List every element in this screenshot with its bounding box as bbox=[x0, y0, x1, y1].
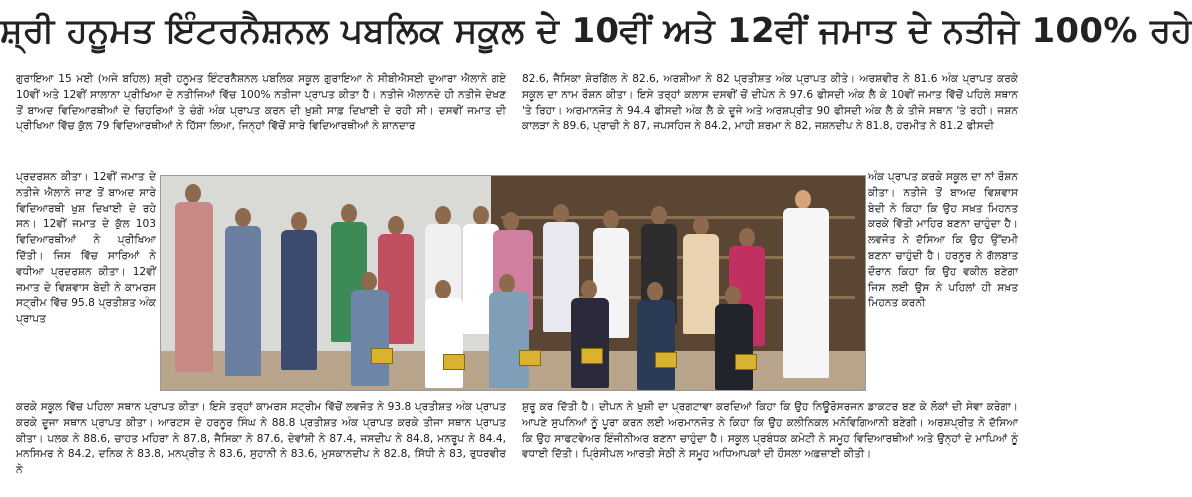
article-left-top: ਗੁਰਾਇਆ 15 ਮਈ (ਅਜੇ ਬਹਿਲ) ਸ਼੍ਰੀ ਹਨੂਮਤ ਇੰਟਰਨੈਸ਼ਨਲ ਪਬਲਿਕ ਸਕੂਲ ਗੁਰਾਇਆ ਨੇ ਸੀਬੀਐਸਈ ਦੁਆਰਾ ਐਲਾਨੇ ਗਏ 10ਵੀਂ ਅਤੇ 12ਵੀਂ ਸਾਲਾਨਾ ਪ੍ਰੀਖਿਆ ਦੇ ਨਤੀਜਿਆਂ ਵਿੱਚ 100% ਨਤੀਜਾ ਪ੍ਰਾਪਤ ਕੀਤਾ ਹੈ। ਨਤੀਜੇ ਐਲਾਨਦੇ ਹੀ ਨਤੀਜੇ ਦੇਖਣ ਤੋਂ ਬਾਅਦ ਵਿਦਿਆਰਥੀਆਂ ਦੇ ਚਿਹਰਿਆਂ ਤੇ ਚੰਗੇ ਅੰਕ ਪ੍ਰਾਪਤ ਕਰਨ ਦੀ ਖ਼ੁਸ਼ੀ ਸਾਫ਼ ਦਿਖਾਈ ਦੇ ਰਹੀ ਸੀ। ਦਸਵੀਂ ਜਮਾਤ ਦੀ ਪ੍ਰੀਖਿਆ ਵਿੱਚ ਕੁੱਲ 79 ਵਿਦਿਆਰਥੀਆਂ ਨੇ ਹਿੱਸਾ ਲਿਆ, ਜਿਨ੍ਹਾਂ ਵਿੱਚੋਂ ਸਾਰੇ ਵਿਦਿਆਰਥੀਆਂ ਨੇ ਸ਼ਾਨਦਾਰ bbox=[16, 73, 506, 133]
award-plaque bbox=[519, 350, 541, 366]
award-plaque bbox=[443, 354, 465, 370]
article-right-narrow: ਅੰਕ ਪ੍ਰਾਪਤ ਕਰਕੇ ਸਕੂਲ ਦਾ ਨਾਂ ਰੌਸ਼ਨ ਕੀਤਾ। ਨਤੀਜੇ ਤੋਂ ਬਾਅਦ ਵਿਸ਼ਵਾਸ ਬੇਦੀ ਨੇ ਕਿਹਾ ਕਿ ਉਹ ਸਖ਼ਤ ਮਿਹਨਤ ਕਰਕੇ ਵਿੱਤੀ ਮਾਹਿਰ ਬਣਨਾ ਚਾਹੁੰਦਾ ਹੈ। ਲਵਜੋਤ ਨੇ ਦੱਸਿਆ ਕਿ ਉਹ ਉੱਦਮੀ ਬਣਨਾ ਚਾਹੁੰਦੀ ਹੈ। ਹਰਨੂਰ ਨੇ ਗੱਲਬਾਤ ਦੌਰਾਨ ਕਿਹਾ ਕਿ ਉਹ ਵਕੀਲ ਬਣੇਗਾ ਜਿਸ ਲਈ ਉਸ ਨੇ ਪਹਿਲਾਂ ਹੀ ਸਖ਼ਤ ਮਿਹਨਤ ਕਰਨੀ bbox=[868, 171, 1018, 310]
award-plaque bbox=[371, 348, 393, 364]
article-right-top: 82.6, ਜੈਸਿਕਾ ਸ਼ੇਰਗਿੱਲ ਨੇ 82.6, ਅਰਸ਼ੀਆ ਨੇ 82 ਪ੍ਰਤੀਸ਼ਤ ਅੰਕ ਪ੍ਰਾਪਤ ਕੀਤੇ। ਅਰਸ਼ਵੀਰ ਨੇ 81.6 ਅੰਕ ਪ੍ਰਾਪਤ ਕਰਕੇ ਸਕੂਲ ਦਾ ਨਾਮ ਰੌਸ਼ਨ ਕੀਤਾ। ਇਸੇ ਤਰ੍ਹਾਂ ਕਲਾਸ ਦਸਵੀਂ ਚੋਂ ਦੀਪੇਨ ਨੇ 97.6 ਫੀਸਦੀ ਅੰਕ ਲੈ ਕੇ 10ਵੀਂ ਜਮਾਤ ਵਿੱਚੋਂ ਪਹਿਲੇ ਸਥਾਨ 'ਤੇ ਰਿਹਾ। ਅਰਮਾਨਜੋਤ ਨੇ 94.4 ਫੀਸਦੀ ਅੰਕ ਲੈ ਕੇ ਦੂਜੇ ਅਤੇ ਅਰਸ਼ਪ੍ਰੀਤ 90 ਫੀਸਦੀ ਅੰਕ ਲੈ ਕੇ ਤੀਜੇ ਸਥਾਨ 'ਤੇ ਰਹੀ। ਜਸ਼ਨ ਕਾਲੜਾ ਨੇ 89.6, ਪ੍ਰਾਚੀ ਨੇ 87, ਜਪਸਹਿਜ ਨੇ 84.2, ਮਾਹੀ ਸ਼ਰਮਾ ਨੇ 82, ਜਸ਼ਨਦੀਪ ਨੇ 81.8, ਹਰਮੀਤ ਨੇ 81.2 ਫੀਸਦੀ bbox=[522, 73, 1018, 133]
award-plaque bbox=[581, 348, 603, 364]
award-plaque bbox=[735, 354, 757, 370]
group-photo bbox=[160, 175, 866, 391]
article-left-bottom: ਕਰਕੇ ਸਕੂਲ ਵਿੱਚ ਪਹਿਲਾ ਸਥਾਨ ਪ੍ਰਾਪਤ ਕੀਤਾ। ਇਸੇ ਤਰ੍ਹਾਂ ਕਾਮਰਸ ਸਟ੍ਰੀਮ ਵਿੱਚੋਂ ਲਵਜੋਤ ਨੇ 93.8 ਪ੍ਰਤੀਸ਼ਤ ਅੰਕ ਪ੍ਰਾਪਤ ਕਰਕੇ ਦੂਜਾ ਸਥਾਨ ਪ੍ਰਾਪਤ ਕੀਤਾ। ਆਰਟਸ ਦੇ ਹਰਨੂਰ ਸਿੰਘ ਨੇ 88.8 ਪ੍ਰਤੀਸ਼ਤ ਅੰਕ ਪ੍ਰਾਪਤ ਕਰਕੇ ਤੀਜਾ ਸਥਾਨ ਪ੍ਰਾਪਤ ਕੀਤਾ। ਪਲਕ ਨੇ 88.6, ਚਾਹਤ ਮਹਿਰਾ ਨੇ 87.8, ਜੈਸਿਕਾ ਨੇ 87.6, ਦੇਵਾਂਸ਼ੀ ਨੇ 87.4, ਜਸਦੀਪ ਨੇ 84.8, ਮਨਰੂਪ ਨੇ 84.4, ਮਨਸਿਮਰ ਨੇ 84.2, ਦਨਿਕ ਨੇ 83.8, ਮਨਪ੍ਰੀਤ ਨੇ 83.6, ਸੁਹਾਨੀ ਨੇ 83.6, ਮੁਸਕਾਨਦੀਪ ਨੇ 82.8, ਸਿੱਧੀ ਨੇ 83, ਰੁਧਰਵੀਰ ਨੇ bbox=[16, 401, 506, 477]
article-left-narrow: ਪ੍ਰਦਰਸ਼ਨ ਕੀਤਾ। 12ਵੀਂ ਜਮਾਤ ਦੇ ਨਤੀਜੇ ਐਲਾਨੇ ਜਾਣ ਤੋਂ ਬਾਅਦ ਸਾਰੇ ਵਿਦਿਆਰਥੀ ਖੁਸ਼ ਦਿਖਾਈ ਦੇ ਰਹੇ ਸਨ। 12ਵੀਂ ਜਮਾਤ ਦੇ ਕੁੱਲ 103 ਵਿਦਿਆਰਥੀਆਂ ਨੇ ਪ੍ਰੀਖਿਆ ਦਿੱਤੀ। ਜਿਸ ਵਿੱਚ ਸਾਰਿਆਂ ਨੇ ਵਧੀਆ ਪ੍ਰਦਰਸ਼ਨ ਕੀਤਾ। 12ਵੀਂ ਜਮਾਤ ਦੇ ਵਿਸ਼ਵਾਸ ਬੇਦੀ ਨੇ ਕਾਮਰਸ ਸਟ੍ਰੀਮ ਵਿੱਚ 95.8 ਪ੍ਰਤੀਸ਼ਤ ਅੰਕ ਪ੍ਰਾਪਤ bbox=[16, 171, 156, 326]
headline: ਸ਼੍ਰੀ ਹਨੂਮਤ ਇੰਟਰਨੈਸ਼ਨਲ ਪਬਲਿਕ ਸਕੂਲ ਦੇ 10ਵੀਂ ਅਤੇ 12ਵੀਂ ਜਮਾਤ ਦੇ ਨਤੀਜੇ 100% ਰਹੇ bbox=[0, 11, 1192, 51]
award-plaque bbox=[655, 352, 677, 368]
article-right-bottom: ਸ਼ੁਰੂ ਕਰ ਦਿੱਤੀ ਹੈ। ਦੀਪਨ ਨੇ ਖੁਸ਼ੀ ਦਾ ਪ੍ਰਗਟਾਵਾ ਕਰਦਿਆਂ ਕਿਹਾ ਕਿ ਉਹ ਨਿਊਰੋਸਰਜਨ ਡਾਕਟਰ ਬਣ ਕੇ ਲੋਕਾਂ ਦੀ ਸੇਵਾ ਕਰੇਗਾ। ਆਪਣੇ ਸੁਪਨਿਆਂ ਨੂੰ ਪੂਰਾ ਕਰਨ ਲਈ ਅਰਮਾਨਜੋਤ ਨੇ ਕਿਹਾ ਕਿ ਉਹ ਕਲੀਨਿਕਲ ਮਨੋਵਿਗਿਆਨੀ ਬਣੇਗੀ। ਅਰਸ਼ਪ੍ਰੀਤ ਨੇ ਦੱਸਿਆ ਕਿ ਉਹ ਸਾਫਟਵੇਅਰ ਇੰਜੀਨੀਅਰ ਬਣਨਾ ਚਾਹੁੰਦਾ ਹੈ। ਸਕੂਲ ਪ੍ਰਬੰਧਕ ਕਮੇਟੀ ਨੇ ਸਮੂਹ ਵਿਦਿਆਰਥੀਆਂ ਅਤੇ ਉਨ੍ਹਾਂ ਦੇ ਮਾਪਿਆਂ ਨੂੰ ਵਧਾਈ ਦਿੱਤੀ। ਪ੍ਰਿੰਸੀਪਲ ਆਰਤੀ ਸੇਠੀ ਨੇ ਸਮੂਹ ਅਧਿਆਪਕਾਂ ਦੀ ਹੌਸਲਾ ਅਫ਼ਜ਼ਾਈ ਕੀਤੀ। bbox=[522, 401, 1018, 461]
